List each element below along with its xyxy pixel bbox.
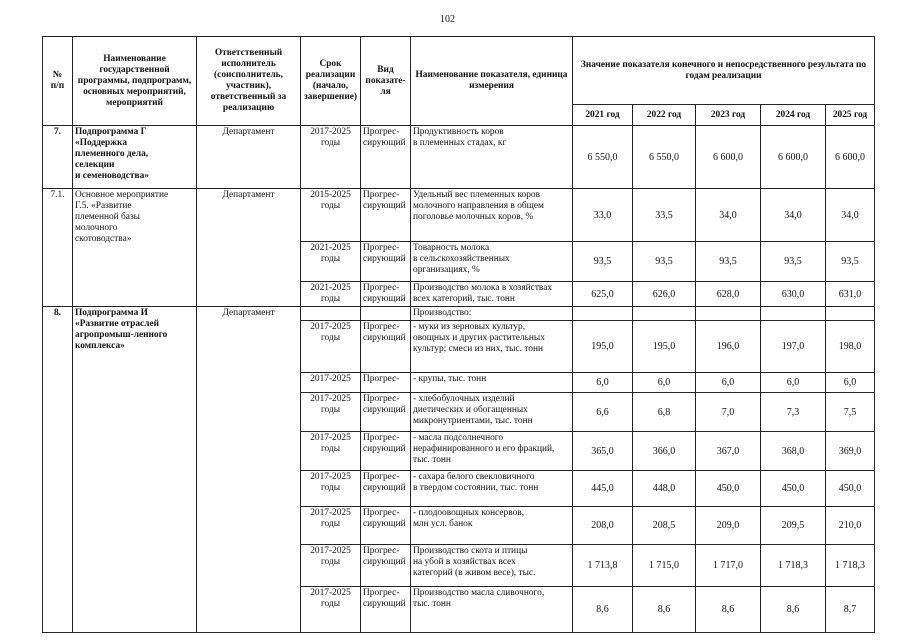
kind-cell: Прогрес- сирующий — [361, 242, 411, 282]
row-number: 7.1. — [43, 189, 73, 307]
header-responsible: Ответственный исполнитель (соисполнитель, участник), ответственный за реализацию — [197, 37, 301, 126]
indicator-cell: Удельный вес племенных коров молочного направления в общем поголовье молочных коров, % — [411, 189, 573, 242]
value-cell: 6 600,0 — [761, 126, 826, 189]
value-cell: 450,0 — [826, 471, 875, 507]
value-cell: 366,0 — [633, 432, 696, 471]
value-cell: 93,5 — [826, 242, 875, 282]
period-cell: 2017-2025 годы — [301, 471, 361, 507]
value-cell: 6 550,0 — [573, 126, 633, 189]
value-cell: 7,5 — [826, 393, 875, 432]
table-row — [43, 307, 875, 321]
value-cell: 1 718,3 — [761, 545, 826, 587]
value-cell: 93,5 — [696, 242, 761, 282]
value-cell: 1 718,3 — [826, 545, 875, 587]
header-year: 2023 год — [696, 105, 761, 126]
kind-cell: Прогрес- сирующий — [361, 545, 411, 587]
indicator-cell: Продуктивность коров в племенных стадах, кг — [411, 126, 573, 189]
period-cell: 2017-2025 годы — [301, 432, 361, 471]
value-cell: 367,0 — [696, 432, 761, 471]
value-cell: 625,0 — [573, 282, 633, 307]
responsible-cell: Департамент — [197, 189, 301, 307]
value-cell: 448,0 — [633, 471, 696, 507]
period-cell: 2021-2025 годы — [301, 242, 361, 282]
value-cell: 1 717,0 — [696, 545, 761, 587]
value-cell: 6,0 — [761, 373, 826, 393]
value-cell: 33,5 — [633, 189, 696, 242]
value-cell: 209,0 — [696, 507, 761, 545]
indicator-cell: Производство скота и птицы на убой в хозяйствах всех категорий (в живом весе), тыс. — [411, 545, 573, 587]
value-cell: 630,0 — [761, 282, 826, 307]
value-cell: 198,0 — [826, 321, 875, 373]
value-cell: 6,0 — [826, 373, 875, 393]
value-cell: 8,6 — [696, 587, 761, 633]
value-cell: 8,6 — [761, 587, 826, 633]
period-cell: 2017-2025 годы — [301, 587, 361, 633]
program-indicators-table — [42, 36, 875, 633]
value-cell: 34,0 — [696, 189, 761, 242]
indicator-cell: - плодоовощных консервов, млн усл. банок — [411, 507, 573, 545]
value-cell: 34,0 — [761, 189, 826, 242]
value-cell: 6 600,0 — [696, 126, 761, 189]
value-cell: 7,3 — [761, 393, 826, 432]
row-number: 8. — [43, 307, 73, 633]
value-cell — [761, 307, 826, 321]
kind-cell: Прогрес- сирующий — [361, 471, 411, 507]
responsible-cell: Департамент — [197, 307, 301, 633]
value-cell: 93,5 — [633, 242, 696, 282]
value-cell: 8,6 — [573, 587, 633, 633]
kind-cell: Прогрес- сирующий — [361, 507, 411, 545]
value-cell: 450,0 — [761, 471, 826, 507]
kind-cell: Прогрес- — [361, 373, 411, 393]
value-cell: 368,0 — [761, 432, 826, 471]
indicator-cell: Производство молока в хозяйствах всех категорий, тыс. тонн — [411, 282, 573, 307]
program-name: Подпрограмма Г «Поддержка племенного дела, селекции и семеноводства» — [73, 126, 197, 189]
value-cell: 208,5 — [633, 507, 696, 545]
value-cell — [573, 307, 633, 321]
value-cell: 33,0 — [573, 189, 633, 242]
value-cell — [826, 307, 875, 321]
value-cell: 631,0 — [826, 282, 875, 307]
value-cell — [696, 307, 761, 321]
period-cell: 2017-2025 — [301, 373, 361, 393]
value-cell: 1 715,0 — [633, 545, 696, 587]
period-cell: 2017-2025 годы — [301, 545, 361, 587]
header-num: № п/п — [43, 37, 73, 126]
page-number: 102 — [440, 14, 455, 25]
program-name: Основное мероприятие Г.5. «Развитие племенной базы молочного скотоводства» — [73, 189, 197, 307]
value-cell: 1 713,8 — [573, 545, 633, 587]
indicator-cell: - масла подсолнечного нерафинированного и его фракций, тыс. тонн — [411, 432, 573, 471]
table-row — [43, 189, 875, 242]
value-cell: 626,0 — [633, 282, 696, 307]
header-year: 2021 год — [573, 105, 633, 126]
value-cell: 195,0 — [573, 321, 633, 373]
value-cell: 365,0 — [573, 432, 633, 471]
indicator-cell: - сахара белого свекловичного в твердом состоянии, тыс. тонн — [411, 471, 573, 507]
kind-cell: Прогрес- сирующий — [361, 321, 411, 373]
value-cell: 210,0 — [826, 507, 875, 545]
indicator-cell: - муки из зерновых культур, овощных и других растительных культур; смеси из них, тыс. тонн — [411, 321, 573, 373]
value-cell: 6,0 — [633, 373, 696, 393]
responsible-cell: Департамент — [197, 126, 301, 189]
value-cell: 369,0 — [826, 432, 875, 471]
value-cell: 93,5 — [573, 242, 633, 282]
value-cell: 6,0 — [696, 373, 761, 393]
value-cell: 93,5 — [761, 242, 826, 282]
indicator-cell: Товарность молока в сельскохозяйственных организациях, % — [411, 242, 573, 282]
header-year: 2022 год — [633, 105, 696, 126]
value-cell: 450,0 — [696, 471, 761, 507]
header-indicator: Наименование показателя, единица измерения — [411, 37, 573, 126]
indicator-cell: - хлебобулочных изделий диетических и обогащенных микронутриентами, тыс. тонн — [411, 393, 573, 432]
kind-cell: Прогрес- сирующий — [361, 189, 411, 242]
value-cell: 195,0 — [633, 321, 696, 373]
kind-cell: Прогрес- сирующий — [361, 126, 411, 189]
row-number: 7. — [43, 126, 73, 189]
header-kind: Вид показате-ля — [361, 37, 411, 126]
value-cell: 196,0 — [696, 321, 761, 373]
value-cell: 6,0 — [573, 373, 633, 393]
value-cell: 6 550,0 — [633, 126, 696, 189]
value-cell: 8,6 — [633, 587, 696, 633]
header-year: 2025 год — [826, 105, 875, 126]
table-row — [43, 126, 875, 189]
period-cell: 2017-2025 годы — [301, 393, 361, 432]
header-values: Значение показателя конечного и непосредственного результата по годам реализации — [573, 37, 875, 105]
period-cell: 2017-2025 годы — [301, 126, 361, 189]
indicator-cell: - крупы, тыс. тонн — [411, 373, 573, 393]
kind-cell: Прогрес- сирующий — [361, 393, 411, 432]
header-year: 2024 год — [761, 105, 826, 126]
kind-cell: Прогрес- сирующий — [361, 432, 411, 471]
value-cell: 7,0 — [696, 393, 761, 432]
period-cell — [301, 307, 361, 321]
period-cell: 2015-2025 годы — [301, 189, 361, 242]
value-cell: 34,0 — [826, 189, 875, 242]
program-name: Подпрограмма И «Развитие отраслей агропромыш-ленного комплекса» — [73, 307, 197, 633]
value-cell: 628,0 — [696, 282, 761, 307]
value-cell: 6,8 — [633, 393, 696, 432]
period-cell: 2017-2025 годы — [301, 507, 361, 545]
header-period: Срок реализации (начало, завершение) — [301, 37, 361, 126]
value-cell: 209,5 — [761, 507, 826, 545]
value-cell: 8,7 — [826, 587, 875, 633]
value-cell: 208,0 — [573, 507, 633, 545]
value-cell: 6 600,0 — [826, 126, 875, 189]
header-name: Наименование государственной программы, подпрограмм, основных мероприятий, мероприятий — [73, 37, 197, 126]
kind-cell: Прогрес- сирующий — [361, 282, 411, 307]
kind-cell — [361, 307, 411, 321]
indicator-cell: Производство: — [411, 307, 573, 321]
value-cell: 197,0 — [761, 321, 826, 373]
period-cell: 2021-2025 годы — [301, 282, 361, 307]
kind-cell: Прогрес- сирующий — [361, 587, 411, 633]
value-cell: 445,0 — [573, 471, 633, 507]
indicator-cell: Производство масла сливочного, тыс. тонн — [411, 587, 573, 633]
period-cell: 2017-2025 годы — [301, 321, 361, 373]
value-cell — [633, 307, 696, 321]
value-cell: 6,6 — [573, 393, 633, 432]
